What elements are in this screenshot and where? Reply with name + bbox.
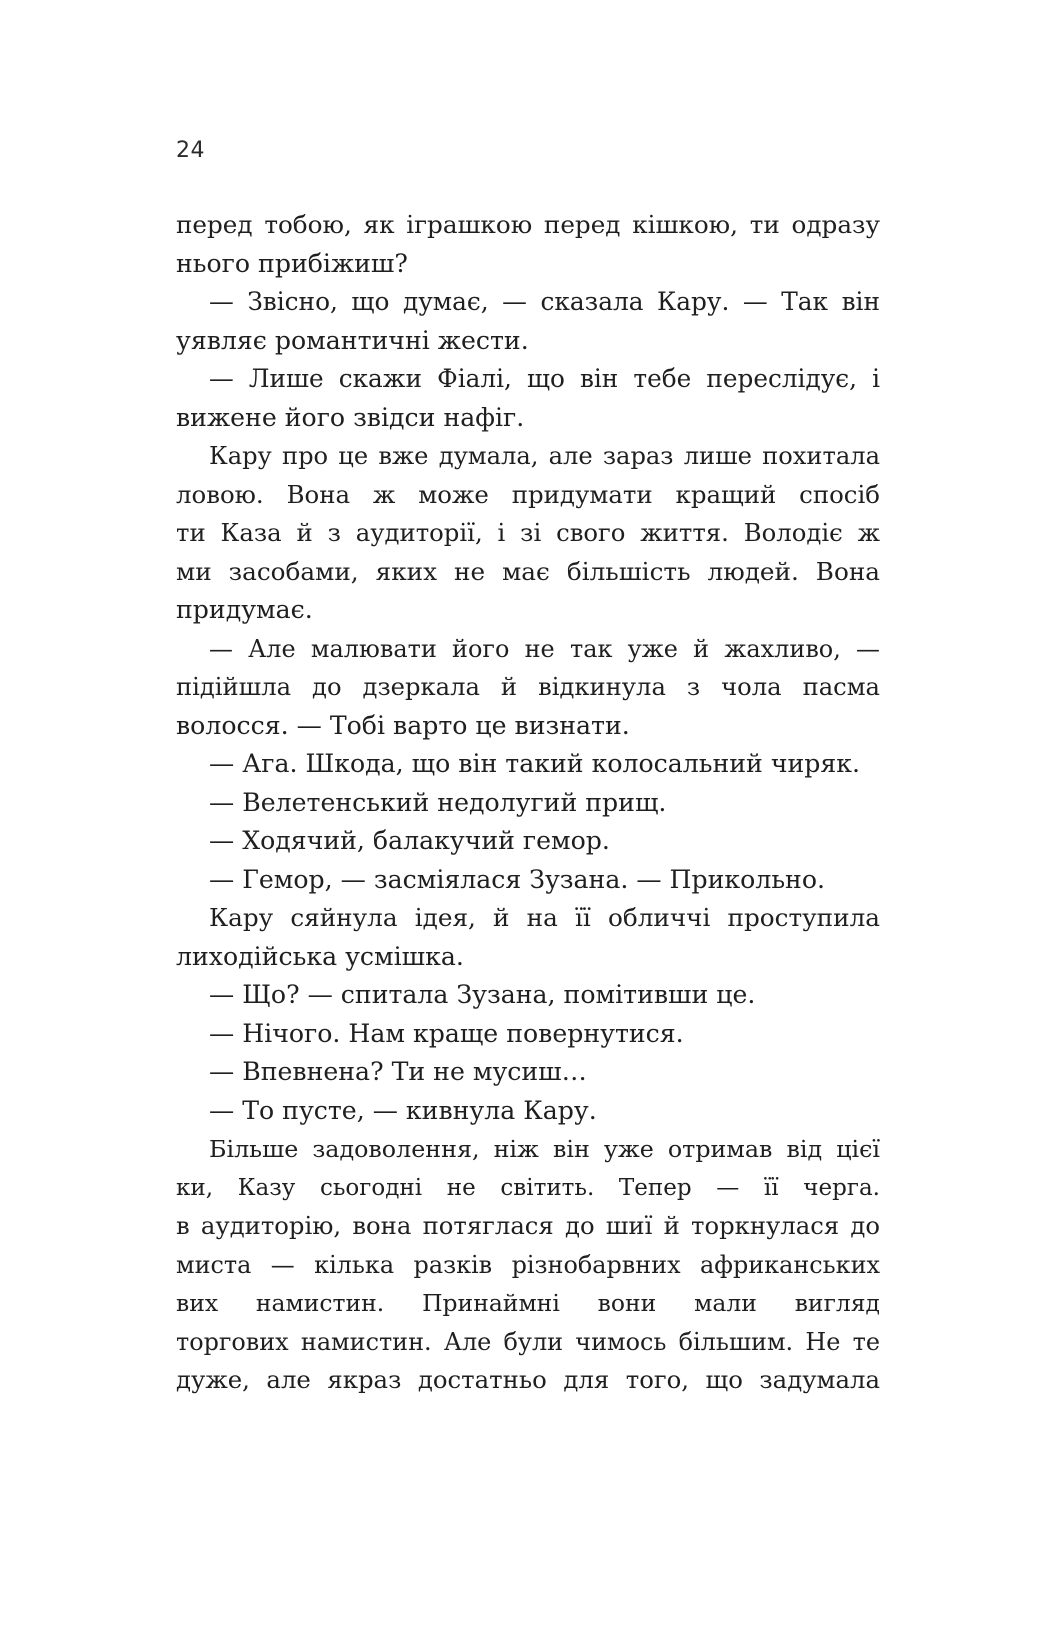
page-number: 24 — [176, 138, 205, 163]
text-line: — Звісно, що думає, — сказала Кару. — Так він — [209, 287, 880, 316]
text-line: Більше задоволення, ніж він уже отримав від цієї — [209, 1135, 880, 1163]
text-line: — Ага. Шкода, що він такий колосальний чиряк. — [209, 749, 861, 778]
text-line: перед тобою, як іграшкою перед кішкою, ти одразу — [176, 210, 880, 239]
text-line: ти Каза й з аудиторії, і зі свого життя. Володіє ж — [176, 518, 880, 547]
text-line: Кару про це вже думала, але зараз лише похитала — [209, 442, 880, 470]
text-line: ми засобами, яких не має більшість людей. Вона — [176, 556, 880, 586]
text-line: Кару сяйнула ідея, й на її обличчі проступила — [209, 903, 880, 932]
text-line: торгових намистин. Але були чимось більшим. Не те — [176, 1327, 880, 1356]
text-line: — То пусте, — кивнула Кару. — [209, 1095, 597, 1125]
text-line: — Що? — спитала Зузана, помітивши це. — [209, 980, 756, 1009]
text-line: — Лише скажи Фіалі, що він тебе переслідує, і — [209, 364, 880, 393]
text-line: — Нічого. Нам краще повернутися. — [209, 1018, 684, 1048]
text-line: волосся. — Тобі варто це визнати. — [176, 710, 630, 740]
text-line: в аудиторію, вона потяглася до шиї й торкнулася до — [176, 1211, 880, 1240]
text-line: підійшла до дзеркала й відкинула з чола пасма — [176, 673, 880, 701]
text-line: — Велетенський недолугий прищ. — [209, 787, 667, 817]
body-text — [176, 206, 880, 1400]
text-line: уявляє романтичні жести. — [176, 325, 529, 355]
text-line: лиходійська усмішка. — [176, 941, 464, 971]
text-line: ки, Казу сьогодні не світить. Тепер — її черга. — [176, 1174, 880, 1201]
text-line: — Впевнена? Ти не мусиш… — [209, 1057, 587, 1086]
text-line: вижене його звідси нафіг. — [176, 402, 525, 432]
text-line: ловою. Вона ж може придумати кращий спосіб — [176, 479, 880, 509]
text-line: — Ходячий, балакучий гемор. — [209, 826, 610, 855]
text-line: дуже, але якраз достатньо для того, що задумала — [176, 1365, 880, 1394]
text-line: — Але малювати його не так уже й жахливо, — — [209, 634, 880, 663]
text-line: — Гемор, — засміялася Зузана. — Прикольно. — [209, 864, 826, 894]
text-line: вих намистин. Принаймні вони мали вигляд — [176, 1289, 880, 1317]
text-line: нього прибіжиш? — [176, 248, 408, 278]
text-line: придумає. — [176, 595, 313, 624]
text-line: миста — кілька разків різнобарвних африканських — [176, 1250, 880, 1279]
